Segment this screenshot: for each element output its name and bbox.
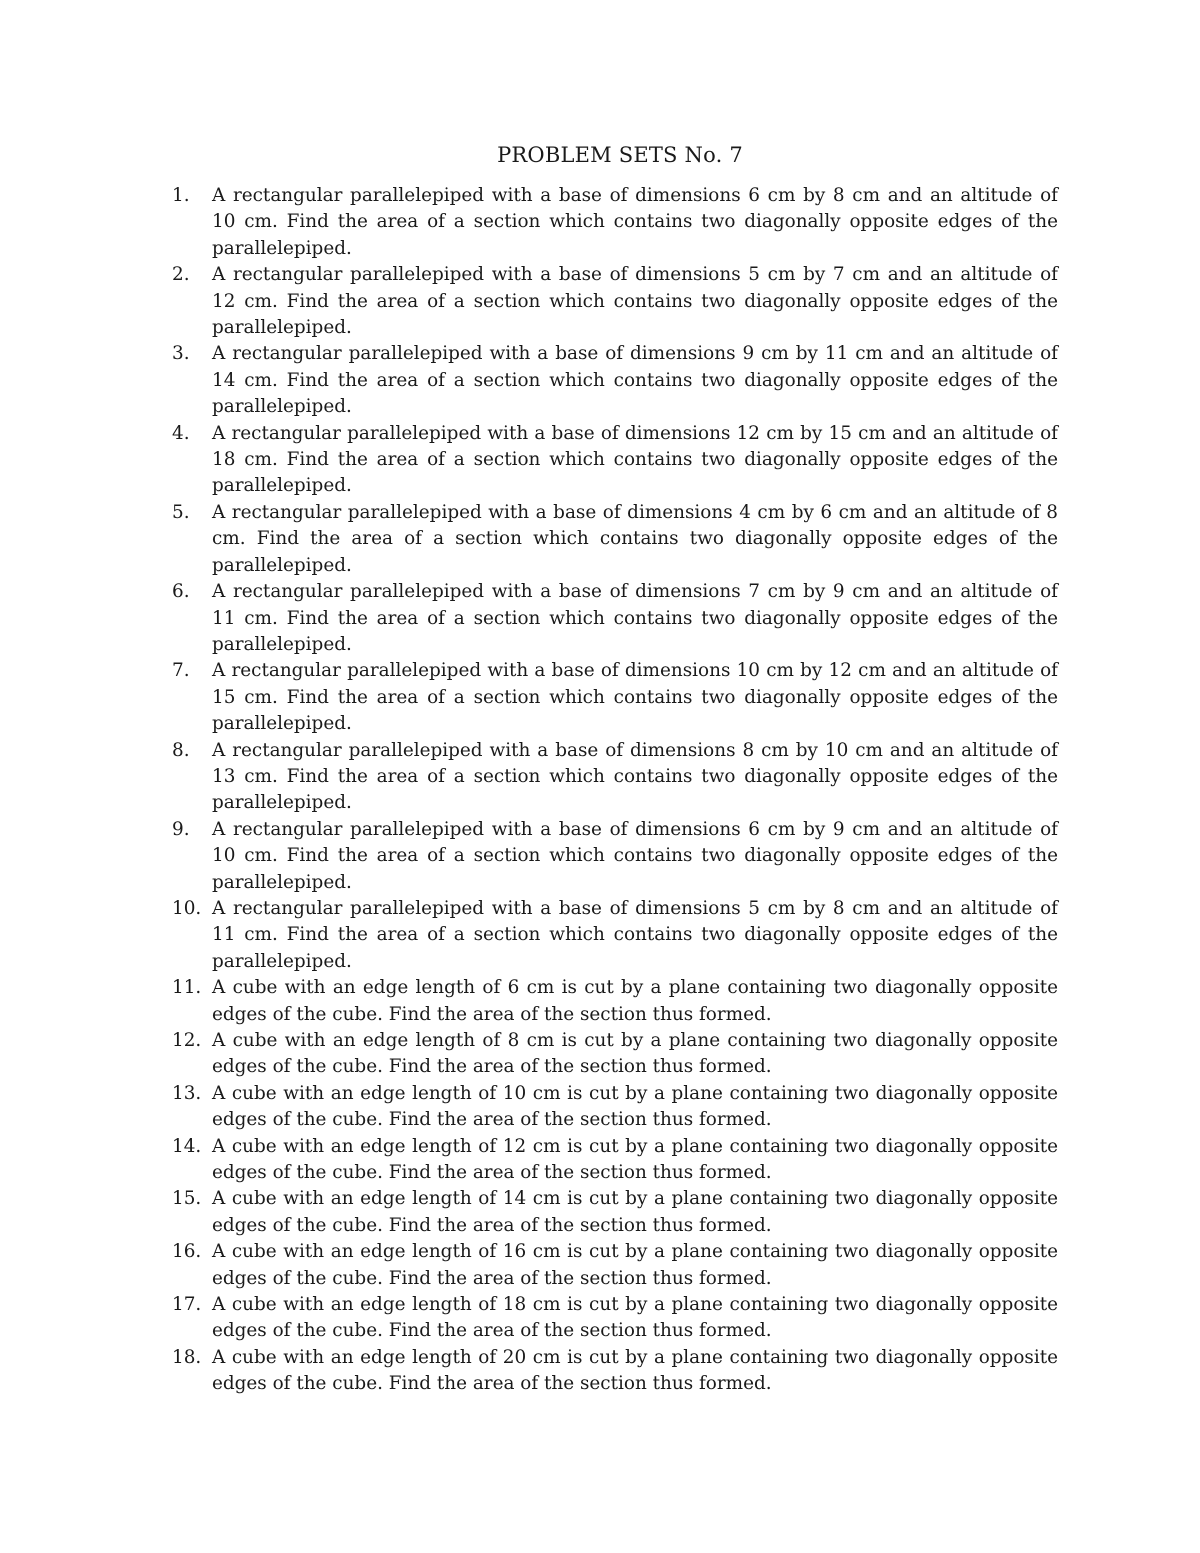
problem-number: 10. xyxy=(172,897,202,919)
problem-item xyxy=(172,1134,1058,1187)
problem-number: 8. xyxy=(172,739,190,761)
problem-item xyxy=(172,1081,1058,1134)
problem-list xyxy=(172,183,1058,1398)
problem-text: A cube with an edge length of 14 cm is cut by a plane containing two diagonally opposite edges of the cube. Find the area of the section thus formed. xyxy=(212,1188,1058,1236)
problem-text: A cube with an edge length of 6 cm is cut by a plane containing two diagonally opposite edges of the cube. Find the area of the section thus formed. xyxy=(212,977,1058,1025)
problem-number: 1. xyxy=(172,185,190,206)
problem-item xyxy=(172,1292,1058,1345)
problem-text: A cube with an edge length of 18 cm is cut by a plane containing two diagonally opposite edges of the cube. Find the area of the section thus formed. xyxy=(212,1294,1058,1342)
problem-number: 16. xyxy=(172,1241,202,1263)
problem-item xyxy=(172,975,1058,1028)
problem-text: A cube with an edge length of 20 cm is cut by a plane containing two diagonally opposite edges of the cube. Find the area of the section thus formed. xyxy=(212,1346,1058,1395)
problem-text: A rectangular parallelepiped with a base of dimensions 9 cm by 11 cm and an altitude of 14 cm. Find the area of a section which contains two diagonally opposite edges of the parallelepiped. xyxy=(212,343,1058,418)
problem-number: 7. xyxy=(172,660,190,682)
problem-item xyxy=(172,1028,1058,1081)
problem-number: 9. xyxy=(172,818,190,840)
problem-number: 5. xyxy=(172,501,190,523)
problem-item xyxy=(172,1345,1058,1398)
problem-text: A cube with an edge length of 10 cm is cut by a plane containing two diagonally opposite edges of the cube. Find the area of the section thus formed. xyxy=(212,1082,1058,1131)
problem-number: 13. xyxy=(172,1082,202,1104)
problem-item xyxy=(172,817,1058,896)
problem-number: 4. xyxy=(172,422,190,444)
problem-item xyxy=(172,658,1058,737)
page-title: PROBLEM SETS No. 7 xyxy=(497,143,743,167)
problem-number: 15. xyxy=(172,1188,202,1210)
problem-item xyxy=(172,421,1058,500)
problem-item xyxy=(172,500,1058,579)
problem-item xyxy=(172,341,1058,420)
problem-text: A rectangular parallelepiped with a base of dimensions 4 cm by 6 cm and an altitude of 8 cm. Find the area of a section which contains two diagonally opposite edges of the parallelepiped. xyxy=(212,501,1058,576)
problem-number: 6. xyxy=(172,581,190,603)
problem-item xyxy=(172,738,1058,817)
problem-item xyxy=(172,183,1058,262)
problem-number: 2. xyxy=(172,264,190,286)
problem-number: 11. xyxy=(172,977,202,999)
problem-item xyxy=(172,262,1058,341)
problem-text: A rectangular parallelepiped with a base of dimensions 12 cm by 15 cm and an altitude of 18 cm. Find the area of a section which contains two diagonally opposite edges of the parallelepiped. xyxy=(212,422,1058,497)
problem-text: A rectangular parallelepiped with a base of dimensions 5 cm by 7 cm and an altitude of 12 cm. Find the area of a section which contains two diagonally opposite edges of the parallelepiped. xyxy=(212,264,1058,339)
problem-number: 18. xyxy=(172,1346,202,1368)
problem-text: A cube with an edge length of 16 cm is cut by a plane containing two diagonally opposite edges of the cube. Find the area of the section thus formed. xyxy=(212,1241,1058,1289)
problem-item xyxy=(172,1186,1058,1239)
problem-text: A rectangular parallelepiped with a base of dimensions 6 cm by 8 cm and an altitude of 10 cm. Find the area of a section which contains two diagonally opposite edges of the parallelepiped. xyxy=(212,185,1058,259)
problem-text: A rectangular parallelepiped with a base of dimensions 6 cm by 9 cm and an altitude of 10 cm. Find the area of a section which contains two diagonally opposite edges of the parallelepiped. xyxy=(212,818,1058,893)
problem-item xyxy=(172,896,1058,975)
problem-text: A cube with an edge length of 8 cm is cut by a plane containing two diagonally opposite edges of the cube. Find the area of the section thus formed. xyxy=(212,1030,1058,1078)
problem-text: A rectangular parallelepiped with a base of dimensions 8 cm by 10 cm and an altitude of 13 cm. Find the area of a section which contains two diagonally opposite edges of the parallelepiped. xyxy=(212,739,1058,814)
problem-text: A rectangular parallelepiped with a base of dimensions 10 cm by 12 cm and an altitude of 15 cm. Find the area of a section which contains two diagonally opposite edges of the parallelepiped. xyxy=(212,660,1058,735)
problem-item xyxy=(172,579,1058,658)
problem-text: A rectangular parallelepiped with a base of dimensions 7 cm by 9 cm and an altitude of 11 cm. Find the area of a section which contains two diagonally opposite edges of the parallelepiped. xyxy=(212,581,1058,655)
problem-number: 14. xyxy=(172,1135,202,1157)
problem-text: A rectangular parallelepiped with a base of dimensions 5 cm by 8 cm and an altitude of 11 cm. Find the area of a section which contains two diagonally opposite edges of the parallelepiped. xyxy=(212,897,1058,972)
problem-number: 17. xyxy=(172,1294,202,1316)
problem-item xyxy=(172,1239,1058,1292)
problem-number: 12. xyxy=(172,1030,202,1051)
problem-text: A cube with an edge length of 12 cm is cut by a plane containing two diagonally opposite edges of the cube. Find the area of the section thus formed. xyxy=(212,1135,1058,1184)
problem-number: 3. xyxy=(172,343,190,365)
